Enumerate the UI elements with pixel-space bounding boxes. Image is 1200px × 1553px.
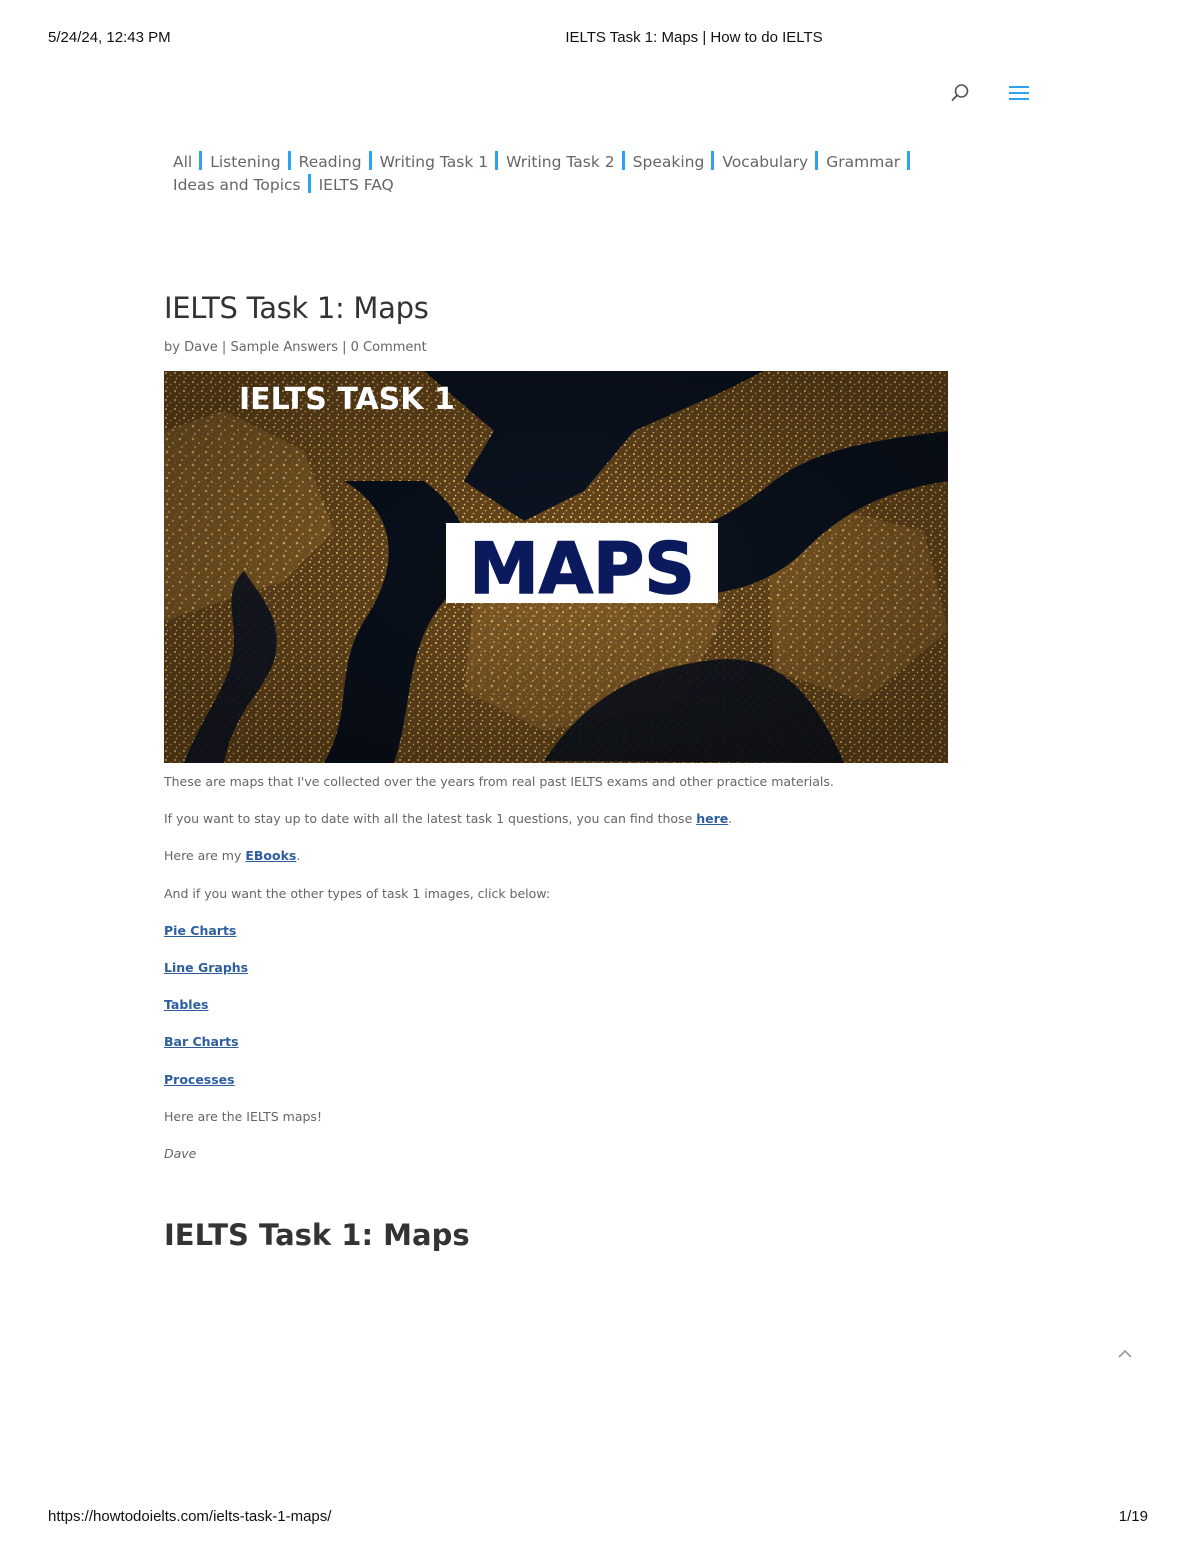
meta-separator: | bbox=[342, 340, 347, 355]
category-link-ideas-and-topics[interactable]: Ideas and Topics bbox=[173, 176, 301, 194]
category-link-ielts-faq[interactable]: IELTS FAQ bbox=[318, 176, 394, 194]
hamburger-menu-icon bbox=[1007, 81, 1031, 105]
category-link-sample-answers[interactable]: Sample Answers bbox=[230, 340, 338, 355]
meta-by: by bbox=[164, 340, 180, 355]
post-title: IELTS Task 1: Maps bbox=[164, 291, 429, 325]
tables-link[interactable]: Tables bbox=[164, 997, 209, 1013]
category-link-all[interactable]: All bbox=[173, 153, 193, 171]
link-item bbox=[164, 997, 948, 1034]
print-date: 5/24/24, 12:43 PM bbox=[48, 29, 171, 46]
city-night-satellite-image bbox=[164, 371, 948, 763]
print-page-number: 1/19 bbox=[1118, 1508, 1148, 1525]
ebooks-link[interactable]: EBooks bbox=[245, 848, 297, 864]
category-link-reading[interactable]: Reading bbox=[298, 153, 362, 171]
line-graphs-link[interactable]: Line Graphs bbox=[164, 959, 249, 975]
section-heading: IELTS Task 1: Maps bbox=[164, 1218, 470, 1252]
search-icon bbox=[949, 82, 971, 104]
nav-separator bbox=[308, 174, 311, 193]
nav-separator bbox=[815, 151, 818, 170]
hero-image bbox=[164, 371, 948, 763]
menu-button[interactable] bbox=[1005, 79, 1033, 107]
nav-separator bbox=[199, 151, 202, 170]
print-url: https://howtodoielts.com/ielts-task-1-maps/ bbox=[48, 1508, 332, 1525]
category-link-writing-task-1[interactable]: Writing Task 1 bbox=[379, 153, 489, 171]
link-item bbox=[164, 923, 948, 960]
nav-separator bbox=[711, 151, 714, 170]
print-page-title: IELTS Task 1: Maps | How to do IELTS bbox=[565, 29, 823, 46]
post-meta bbox=[164, 340, 948, 360]
link-item bbox=[164, 960, 948, 997]
search-button[interactable] bbox=[946, 79, 974, 107]
processes-link[interactable]: Processes bbox=[164, 1071, 235, 1087]
link-item bbox=[164, 1072, 948, 1109]
bar-charts-link[interactable]: Bar Charts bbox=[164, 1034, 239, 1050]
latest-questions-link[interactable]: here bbox=[696, 811, 729, 827]
category-link-listening[interactable]: Listening bbox=[210, 153, 281, 171]
latest-prefix: If you want to stay up to date with all the latest task 1 questions, you can find those bbox=[164, 811, 697, 827]
signature: Dave bbox=[164, 1145, 197, 1161]
nav-separator bbox=[495, 151, 498, 170]
author-link[interactable]: Dave bbox=[184, 340, 218, 355]
category-link-vocabulary[interactable]: Vocabulary bbox=[722, 153, 809, 171]
ebooks-prefix: Here are my bbox=[164, 848, 246, 864]
maps-intro-paragraph: Here are the IELTS maps! bbox=[164, 1108, 322, 1124]
nav-separator bbox=[907, 151, 910, 170]
other-types-paragraph: And if you want the other types of task 1 images, click below: bbox=[164, 885, 551, 901]
nav-separator bbox=[369, 151, 372, 170]
category-nav bbox=[173, 151, 963, 197]
comments-link[interactable]: 0 Comment bbox=[350, 340, 427, 355]
post-body bbox=[164, 774, 948, 1183]
link-item bbox=[164, 1034, 948, 1071]
pie-charts-link[interactable]: Pie Charts bbox=[164, 922, 237, 938]
latest-questions-paragraph bbox=[164, 811, 948, 848]
back-to-top-button[interactable] bbox=[1113, 1342, 1137, 1366]
category-link-speaking[interactable]: Speaking bbox=[632, 153, 705, 171]
meta-separator: | bbox=[221, 340, 227, 355]
ebooks-paragraph bbox=[164, 848, 948, 885]
category-link-writing-task-2[interactable]: Writing Task 2 bbox=[506, 153, 615, 171]
nav-separator bbox=[622, 151, 625, 170]
chevron-up-icon bbox=[1113, 1342, 1137, 1366]
hero-center-text: MAPS bbox=[469, 528, 695, 610]
ebooks-suffix: . bbox=[296, 848, 301, 864]
latest-suffix: . bbox=[728, 811, 733, 827]
article bbox=[164, 286, 948, 1183]
nav-separator bbox=[288, 151, 291, 170]
category-link-grammar[interactable]: Grammar bbox=[826, 153, 901, 171]
intro-paragraph: These are maps that I've collected over the years from real past IELTS exams and other practice materials. bbox=[164, 774, 834, 789]
hero-top-text: IELTS TASK 1 bbox=[239, 382, 455, 417]
